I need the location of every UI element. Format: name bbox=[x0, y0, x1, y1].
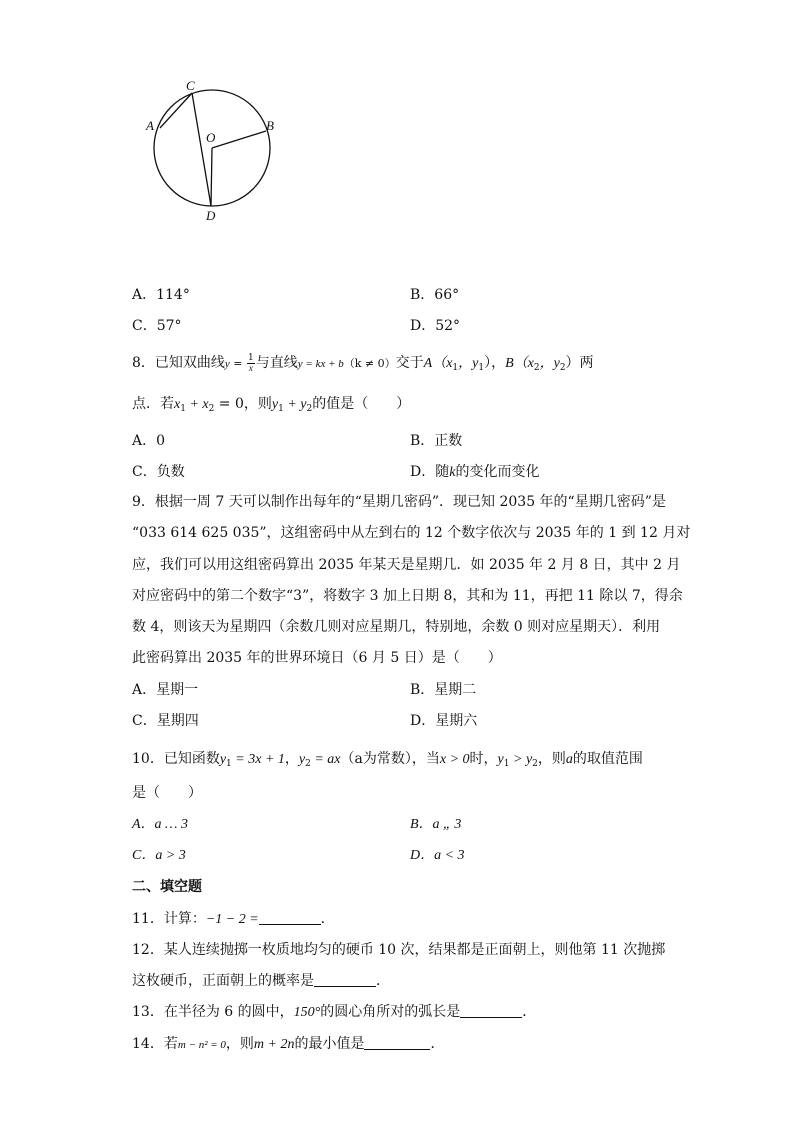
q8-option-d: D．随k的变化而变化 bbox=[410, 464, 540, 480]
radius-od bbox=[211, 148, 212, 206]
q9-line-4: 对应密码中的第二个数字“3”，将数字 3 加上日期 8，其和为 11，再把 11 除以 7，得余 bbox=[132, 588, 683, 604]
q12-line-2: 这枚硬币，正面朝上的概率是 ． bbox=[132, 973, 390, 989]
label-d: D bbox=[206, 208, 216, 223]
answer-blank[interactable] bbox=[314, 972, 376, 987]
q14: 14．若m − n² = 0，则m + 2n的最小值是 ． bbox=[132, 1036, 445, 1052]
q9-line-3: 应，我们可以用这组密码算出 2035 年某天是星期几．如 2035 年 2 月 8 日，其中 2 月 bbox=[132, 557, 681, 573]
label-c: C bbox=[186, 78, 195, 93]
q12-line-1: 12．某人连续抛掷一枚质地均匀的硬币 10 次，结果都是正面朝上，则他第 11 次抛掷 bbox=[132, 942, 666, 958]
q10-option-a: A．a … 3 bbox=[132, 817, 188, 832]
q7-option-d: D．52° bbox=[410, 318, 461, 334]
q10-stem-line1: 10．已知函数$y_1 = 3x + 1$，$y_2 = ax(a$为常数），当x > 0时，$y_1 > y_2$，则a的取值范围 bbox=[132, 751, 643, 769]
q9-option-a: A．星期一 bbox=[132, 682, 199, 698]
q9-option-b: B．星期二 bbox=[410, 682, 477, 698]
fraction: $\frac{1}{x}$ bbox=[248, 352, 254, 373]
q8-option-a: A．0 bbox=[132, 433, 166, 449]
q9-option-c: C．星期四 bbox=[132, 713, 199, 729]
circle-figure bbox=[140, 78, 290, 228]
answer-blank[interactable] bbox=[259, 910, 321, 925]
label-o: O bbox=[206, 130, 216, 145]
q10-stem-line2: 是（ ） bbox=[132, 785, 202, 801]
q8-option-b: B．正数 bbox=[410, 433, 463, 449]
q8-option-c: C．负数 bbox=[132, 464, 185, 480]
answer-blank[interactable] bbox=[364, 1035, 430, 1050]
q7-option-b: B．66° bbox=[410, 287, 460, 303]
answer-blank[interactable] bbox=[460, 1003, 522, 1018]
q10-option-b: B．a „ 3 bbox=[410, 817, 462, 832]
q7-option-c: C．57° bbox=[132, 318, 182, 334]
q8-stem-line1: 8．已知双曲线y = $\frac{1}{x}$ 与直线y = kx + b（k ≠ 0）交于$A(x_1$，$y_1$），$B(x_2$，$y_2$）两 bbox=[132, 352, 594, 373]
q10-option-d: D．a < 3 bbox=[410, 848, 465, 863]
q9-line-6: 此密码算出 2035 年的世界环境日（6 月 5 日）是（ ） bbox=[132, 650, 502, 666]
q9-line-2: “033 614 625 035”，这组密码中从左到右的 12 个数字依次与 2035 年的 1 到 12 月对 bbox=[132, 525, 691, 541]
radius-ob bbox=[212, 131, 266, 148]
chord-cd bbox=[192, 93, 211, 206]
q9-option-d: D．星期六 bbox=[410, 713, 478, 729]
label-a: A bbox=[146, 118, 154, 133]
q9-line-1: 9．根据一周 7 天可以制作出每年的“星期几密码”．现已知 2035 年的“星期几密码”是 bbox=[132, 494, 666, 510]
q9-line-5: 数 4，则该天为星期四（余数几则对应星期几，特别地，余数 0 则对应星期天）．利用 bbox=[132, 619, 661, 635]
q10-option-c: C．a > 3 bbox=[132, 848, 186, 863]
q7-option-a: A．114° bbox=[132, 287, 190, 303]
section-title-fill-in: 二、填空题 bbox=[132, 879, 202, 895]
label-b: B bbox=[266, 118, 274, 133]
q8-stem-line2: 点．若$x_1 + x_2 = 0$，则$y_1 + y_2$的值是（ ） bbox=[132, 396, 411, 414]
q11: 11．计算：−1 − 2 = ． bbox=[132, 911, 335, 927]
chord-ca bbox=[160, 93, 192, 128]
q13: 13．在半径为 6 的圆中，150°的圆心角所对的弧长是 ． bbox=[132, 1004, 537, 1020]
